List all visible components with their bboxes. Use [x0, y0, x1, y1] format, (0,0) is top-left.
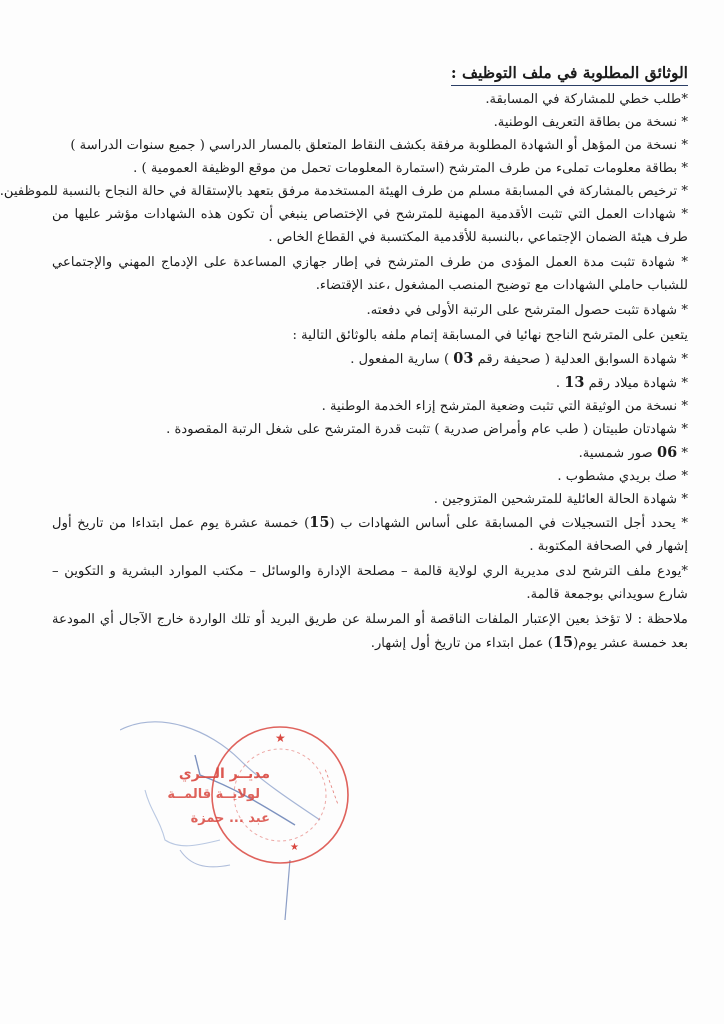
required-item: * بطاقة معلومات تملىء من طرف المترشح (استمارة المعلومات تحمل من موقع الوظيفة العمومية ) .	[133, 161, 688, 176]
note-text: ) عمل ابتداء من تاريخ أول إشهار.	[370, 636, 553, 651]
seal-star-icon: ★	[275, 731, 286, 745]
note-text: ملاحظة : لا تؤخذ بعين الإعتبار الملفات الناقصة أو المرسلة عن طريق البريد أو تلك الواردة خارج الآجال أي المودعة بعد خمسة عشر يوم(	[52, 612, 688, 651]
note-days: 15	[552, 634, 574, 651]
note-paragraph	[52, 608, 688, 655]
final-item-text: * صك بريدي مشطوب .	[557, 469, 688, 484]
seal-star-icon: ★	[290, 842, 299, 853]
signature-stroke	[180, 850, 230, 867]
required-item: * نسخة من بطاقة التعريف الوطنية.	[493, 115, 688, 130]
deadline-text: * يحدد أجل التسجيلات في المسابقة على أساس الشهادات ب (	[329, 516, 688, 531]
final-item	[52, 347, 688, 371]
deadline-days: 15	[309, 514, 330, 531]
final-item	[52, 395, 688, 418]
required-item: *طلب خطي للمشاركة في المسابقة.	[485, 92, 688, 107]
final-item	[52, 488, 688, 511]
final-item-number: 13	[564, 374, 585, 391]
required-item: * شهادة تثبت مدة العمل المؤدى من طرف المترشح في إطار جهازي المساعدة على الإدماج المهني والإجتماعي للشباب حاملي الشهادات مع توضيح المنصب المشغول ،عند الإقتضاء.	[52, 255, 688, 293]
required-item: * شهادات العمل التي تثبت الأقدمية المهنية للمترشح في الإختصاص ينبغي أن تكون هذه الشهادات مؤشر عليها من طرف هيئة الضمان الإجتماعي ،بالنسبة للأقدمية المكتسبة في القطاع الخاص .	[52, 207, 688, 245]
stamp-line-2: لولايــة قالمــة	[167, 787, 260, 802]
required-item: * ترخيص بالمشاركة في المسابقة مسلم من طرف الهيئة المستخدمة مرفق بتعهد بالإستقالة في حالة النجاح بالنسبة للموظفين.	[0, 184, 688, 199]
deposit-paragraph: *يودع ملف الترشح لدى مديرية الري لولاية قالمة – مصلحة الإدارة والوسائل – مكتب الموارد البشرية و التكوين – شارع سويداني بوجمعة قالمة.	[52, 564, 688, 602]
signature-stroke	[285, 860, 290, 920]
final-item-text: * شهادة الحالة العائلية للمترشحين المتزوجين .	[433, 492, 688, 507]
required-item: * شهادة تثبت حصول المترشح على الرتبة الأولى في دفعته.	[366, 303, 688, 318]
final-item-text: .	[555, 376, 565, 391]
final-item	[52, 418, 688, 441]
final-item	[52, 465, 688, 488]
stamp-line-3: عبد ... حمزة	[190, 811, 270, 826]
final-item-text: * شهادة ميلاد رقم	[584, 376, 688, 391]
final-item	[52, 441, 688, 465]
final-item-text: ) سارية المفعول .	[350, 352, 454, 367]
final-item-text: * شهادة السوابق العدلية ( صحيفة رقم	[473, 352, 688, 367]
deadline-text: ) خمسة عشرة يوم عمل ابتداءا من تاريخ أول إشهار في الصحافة المكتوبة .	[52, 516, 688, 554]
final-item-text: صور شمسية.	[578, 446, 658, 461]
final-item-text: * شهادتان طبيتان ( طب عام وأمراض صدرية ) تثبت قدرة المترشح على شغل الرتبة المقصودة .	[166, 422, 688, 437]
deadline-paragraph	[52, 511, 688, 558]
final-item-text: * نسخة من الوثيقة التي تثبت وضعية المترشح إزاء الخدمة الوطنية .	[321, 399, 688, 414]
document-body	[0, 62, 694, 655]
final-item-text: *	[677, 446, 688, 461]
required-item: * نسخة من المؤهل أو الشهادة المطلوبة مرفقة بكشف النقاط المتعلق بالمسار الدراسي ( جميع سنوات الدراسة )	[70, 138, 688, 153]
official-stamp	[120, 700, 400, 920]
final-docs-intro: يتعين على المترشح الناجح نهائيا في المسابقة إتمام ملفه بالوثائق التالية :	[292, 328, 688, 343]
document-heading: الوثائق المطلوبة في ملف التوظيف :	[451, 62, 688, 86]
final-item	[52, 371, 688, 395]
seal-text-ring: ـ ـ ـ ـ ـ ـ ـ	[322, 767, 344, 805]
final-item-number: 06	[657, 444, 678, 461]
final-item-number: 03	[453, 350, 474, 367]
stamp-line-1: مديــر الـــري	[178, 766, 270, 782]
